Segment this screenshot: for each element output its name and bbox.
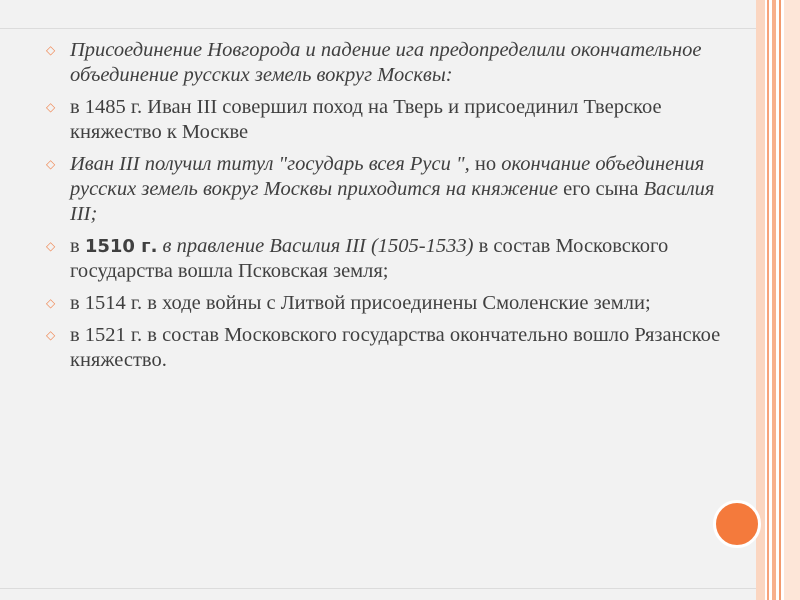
text-run: его сына (558, 178, 644, 200)
stripe (779, 0, 781, 600)
list-item-text (70, 292, 651, 314)
text-run: Присоединение Новгорода и падение ига предопределили окончательное объединение русских земель вокруг Москвы: (70, 39, 702, 86)
text-run: в правление Василия III (1505-1533) (162, 235, 474, 257)
bullet-list (44, 38, 744, 380)
text-run: Василия III; (70, 178, 715, 225)
text-run: в 1521 г. в состав Московского государства окончательно вошло Рязанское княжество. (70, 324, 721, 371)
text-run: Иван III получил титул "государь всея Руси ", (70, 153, 470, 175)
text-run: в 1514 г. в ходе войны с Литвой присоединены Смоленские земли; (70, 292, 651, 314)
diamond-bullet-icon: ◇ (46, 100, 56, 114)
list-item-text (70, 153, 714, 225)
list-item (44, 234, 744, 284)
decorative-circle-icon (713, 500, 761, 548)
list-item-text (70, 39, 702, 86)
text-run: в 1485 г. Иван III совершил поход на Тверь и присоединил Тверское княжество к Москве (70, 96, 662, 143)
diamond-bullet-icon: ◇ (46, 239, 56, 253)
text-run: в (70, 235, 85, 257)
decorative-stripes (756, 0, 800, 600)
list-item-text (70, 324, 720, 371)
list-item (44, 38, 744, 88)
top-frame-line (0, 28, 756, 29)
list-item (44, 291, 744, 316)
diamond-bullet-icon: ◇ (46, 43, 56, 57)
text-run: но (469, 153, 502, 175)
stripe (767, 0, 769, 600)
diamond-bullet-icon: ◇ (46, 157, 56, 171)
stripe (784, 0, 800, 600)
stripe (756, 0, 765, 600)
list-item-text (70, 96, 662, 143)
list-item (44, 323, 744, 373)
text-run: в состав Московского государства вошла Псковская земля; (70, 235, 669, 282)
list-item (44, 152, 744, 227)
text-run: окончание объединения русских земель вокруг Москвы приходится на княжение (70, 153, 705, 200)
diamond-bullet-icon: ◇ (46, 328, 56, 342)
bottom-frame-line (0, 588, 756, 589)
stripe (772, 0, 776, 600)
diamond-bullet-icon: ◇ (46, 296, 56, 310)
text-run: 1510 г. (84, 236, 158, 257)
list-item-text (70, 235, 668, 282)
list-item (44, 95, 744, 145)
